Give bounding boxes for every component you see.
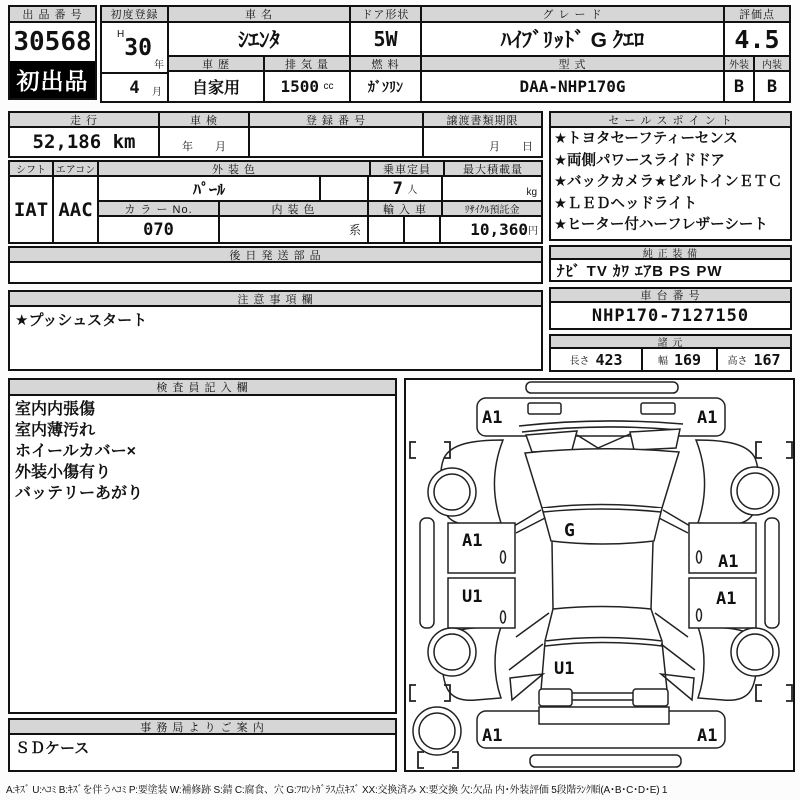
front-bumper <box>477 398 725 436</box>
ext-color-extra-cell <box>321 177 369 200</box>
handle-front-right <box>697 551 702 563</box>
notes-box <box>8 290 543 371</box>
height-label: 高さ <box>727 356 748 367</box>
color-grid <box>99 162 541 242</box>
spec-length <box>551 349 643 370</box>
ac-label: エアコン <box>54 162 97 177</box>
center-body <box>519 421 683 724</box>
front-slot-right <box>641 403 675 414</box>
payload-label: 最大積載量 <box>445 162 541 175</box>
label-front-bumper-left: A1 <box>482 408 503 428</box>
sales-point-line: ★ヒーター付ハーフレザーシート <box>554 217 768 233</box>
model-value: DAA-NHP170G <box>519 77 626 96</box>
later-parts-box <box>8 246 543 284</box>
spec-height <box>718 349 790 370</box>
ext-int-grades <box>725 72 789 101</box>
shift-column <box>10 162 54 242</box>
exterior-label: 外装 <box>725 57 755 70</box>
recycle-fee: 10,360 <box>470 220 528 239</box>
history-displacement-row <box>169 57 349 101</box>
label-rear-hatch: U1 <box>554 659 575 679</box>
recycle-value <box>441 217 541 242</box>
year-unit: 年 <box>154 60 164 71</box>
ext-color-value: ﾊﾟｰﾙ <box>99 177 321 200</box>
transfer-label: 譲渡書類期限 <box>424 113 541 126</box>
grade-label: グ レ ー ド <box>422 7 723 23</box>
rocker-left <box>420 518 434 628</box>
vin-title: 車 台 番 号 <box>551 289 790 303</box>
width-value: 169 <box>673 350 702 369</box>
mileage-row-box <box>8 111 543 158</box>
lot-box <box>8 5 97 100</box>
lot-number: 30568 <box>13 27 92 57</box>
score-column <box>725 7 789 101</box>
label-door-front-right: A1 <box>718 552 739 572</box>
displacement-number: 1500 <box>280 77 320 96</box>
mileage-row-values <box>10 128 541 156</box>
rear-bottom-bar <box>530 755 681 767</box>
factory-equip-value: ﾅﾋﾞ TV ｶﾜ ｴｱB PS PW <box>557 263 723 280</box>
spec-width <box>643 349 718 370</box>
sales-point-line: ★両側パワースライドドア <box>554 152 725 169</box>
label-rear-bumper-right: A1 <box>697 726 718 746</box>
height-value: 167 <box>753 350 781 369</box>
shift-value: IAT <box>13 198 49 221</box>
interior-label: 内装 <box>755 57 789 70</box>
first-reg-year: 30 <box>124 34 152 61</box>
inspection-value: 年 月 <box>160 128 250 156</box>
rocker-right <box>765 518 779 628</box>
label-door-rear-right: A1 <box>716 589 737 609</box>
fuel-value: ｶﾞｿﾘﾝ <box>368 78 403 95</box>
car-name-column <box>169 7 351 101</box>
history-value: 自家用 <box>191 80 240 97</box>
later-parts-title: 後 日 発 送 部 品 <box>10 248 541 263</box>
tail-light-right <box>633 689 668 706</box>
legend-text: A:ｷｽﾞ U:ﾍｺﾐ B:ｷｽﾞを伴うﾍｺﾐ P:要塗装 W:補修跡 S:錆 C:腐食、穴 G:ﾌﾛﾝﾄｶﾞﾗｽ点ｷｽﾞ XX:交換済み X:要交換 欠:欠品 内･外装評価 5段階ﾗﾝｸ順(A･B･C･D･E) 1 <box>6 785 668 796</box>
first-reg-month: 4 <box>129 77 140 98</box>
ac-value: AAC <box>58 198 93 221</box>
inspector-line: ホイールカバー× <box>15 443 137 460</box>
car-name: ｼｴﾝﾀ <box>169 23 349 57</box>
first-reg-month-cell <box>102 74 167 101</box>
rear-window <box>545 607 662 642</box>
capacity-number: 7 <box>392 178 403 199</box>
car-name-label: 車 名 <box>169 7 349 23</box>
door-label: ドア形状 <box>351 7 420 23</box>
roof-sides <box>552 542 653 609</box>
door-column <box>351 7 422 101</box>
later-parts-content <box>10 263 541 282</box>
exterior-grade: B <box>725 72 755 101</box>
history-label: 車 歴 <box>169 57 263 72</box>
front-top-bar <box>526 382 678 393</box>
first-registration-column <box>102 7 169 101</box>
label-windshield: G <box>564 520 575 541</box>
mileage-value: 52,186 km <box>10 128 160 156</box>
front-slot-left <box>528 403 561 414</box>
length-value: 423 <box>595 350 623 369</box>
import-cell-b <box>405 217 441 242</box>
vin-value: NHP170-7127150 <box>591 305 750 326</box>
inspector-title: 検 査 員 記 入 欄 <box>10 380 395 396</box>
hatch-lower-panel <box>539 707 669 724</box>
length-label: 長さ <box>569 356 590 367</box>
displacement-unit: cc <box>323 81 334 92</box>
sales-point-line: ★ＬＥＤヘッドライト <box>554 195 698 212</box>
month-unit: 月 <box>152 87 162 98</box>
inspector-line: バッテリーあがり <box>15 485 144 502</box>
car-damage-diagram <box>406 380 793 770</box>
color-no-value: 070 <box>99 217 220 242</box>
vin-box <box>549 287 792 330</box>
grade-value: ﾊｲﾌﾞﾘｯﾄﾞ G ｸｴﾛ <box>422 23 723 57</box>
transfer-value: 月 日 <box>489 141 533 153</box>
grade-column <box>422 7 725 101</box>
label-door-front-left: A1 <box>462 531 483 551</box>
import-cell-a <box>369 217 405 242</box>
inspector-list <box>10 396 395 507</box>
ext-int-labels <box>725 57 789 72</box>
plate-value <box>250 128 424 156</box>
inspection-label: 車 検 <box>160 113 250 126</box>
specs-box <box>549 334 792 372</box>
import-label: 輸 入 車 <box>369 202 443 215</box>
capacity-unit: 人 <box>407 185 418 196</box>
sales-points-title: セ ー ル ス ポ イ ン ト <box>551 113 790 128</box>
tail-bar <box>572 693 633 700</box>
fuel-label: 燃 料 <box>351 57 420 72</box>
office-title: 事 務 局 よ り ご 案 内 <box>10 720 395 735</box>
office-box <box>8 718 397 772</box>
sales-points-list <box>551 128 790 238</box>
lot-label: 出 品 番 号 <box>10 7 95 23</box>
sales-point-line: ★バックカメラ★ビルトインＥＴＣ <box>554 174 783 190</box>
ac-column <box>54 162 99 242</box>
factory-equip-box <box>549 245 792 282</box>
specs-title: 諸 元 <box>551 336 790 349</box>
handle-rear-right <box>697 609 702 621</box>
handle-front-left <box>501 551 506 563</box>
inspector-line: 外装小傷有り <box>15 464 112 481</box>
width-label: 幅 <box>657 356 668 367</box>
label-front-bumper-right: A1 <box>697 408 718 428</box>
capacity-label: 乗車定員 <box>371 162 445 175</box>
recycle-unit: 円 <box>528 226 538 237</box>
score-label: 評価点 <box>725 7 789 23</box>
handle-rear-left <box>501 611 506 623</box>
era-letter: H <box>117 29 125 40</box>
color-block <box>8 160 543 244</box>
displacement-value <box>265 72 349 101</box>
notes-line: ★プッシュスタート <box>15 312 148 329</box>
int-color-value: 系 <box>220 217 369 242</box>
recycle-label: ﾘｻｲｸﾙ預託金 <box>443 202 541 215</box>
plate-label: 登 録 番 号 <box>250 113 424 126</box>
color-no-label: カ ラ ー No. <box>99 202 220 215</box>
label-door-rear-left: U1 <box>462 587 483 607</box>
office-line: ＳＤケース <box>15 740 90 757</box>
first-reg-label: 初度登録 <box>102 7 167 23</box>
factory-equip-title: 純 正 装 備 <box>551 247 790 260</box>
specs-row <box>551 349 790 370</box>
capacity-value <box>369 177 443 200</box>
score-value: 4.5 <box>725 23 789 57</box>
mileage-label: 走 行 <box>10 113 160 126</box>
first-listing-badge: 初出品 <box>10 61 95 98</box>
payload-value: kg <box>526 187 537 198</box>
model-label: 型 式 <box>422 57 723 72</box>
int-color-label: 内 装 色 <box>220 202 369 215</box>
shift-label: シフト <box>10 162 52 177</box>
sales-point-line: ★トヨタセーフティーセンス <box>554 131 738 147</box>
door-value: 5W <box>351 23 420 57</box>
damage-diagram-box <box>404 378 795 772</box>
wiper-right <box>630 429 680 450</box>
ext-color-label: 外 装 色 <box>99 162 371 175</box>
displacement-label: 排 気 量 <box>265 57 349 72</box>
mileage-row-headers <box>10 113 541 128</box>
interior-grade: B <box>766 76 778 97</box>
inspector-line: 室内薄汚れ <box>15 422 96 439</box>
inspector-box <box>8 378 397 714</box>
first-reg-year-cell <box>102 23 167 74</box>
notes-title: 注 意 事 項 欄 <box>10 292 541 307</box>
label-rear-bumper-left: A1 <box>482 726 503 746</box>
sales-points-box <box>549 111 792 241</box>
header-grid <box>100 5 791 103</box>
tail-light-left <box>539 689 572 706</box>
inspector-line: 室内内張傷 <box>15 401 96 418</box>
hood <box>525 449 679 508</box>
windshield <box>542 508 662 544</box>
